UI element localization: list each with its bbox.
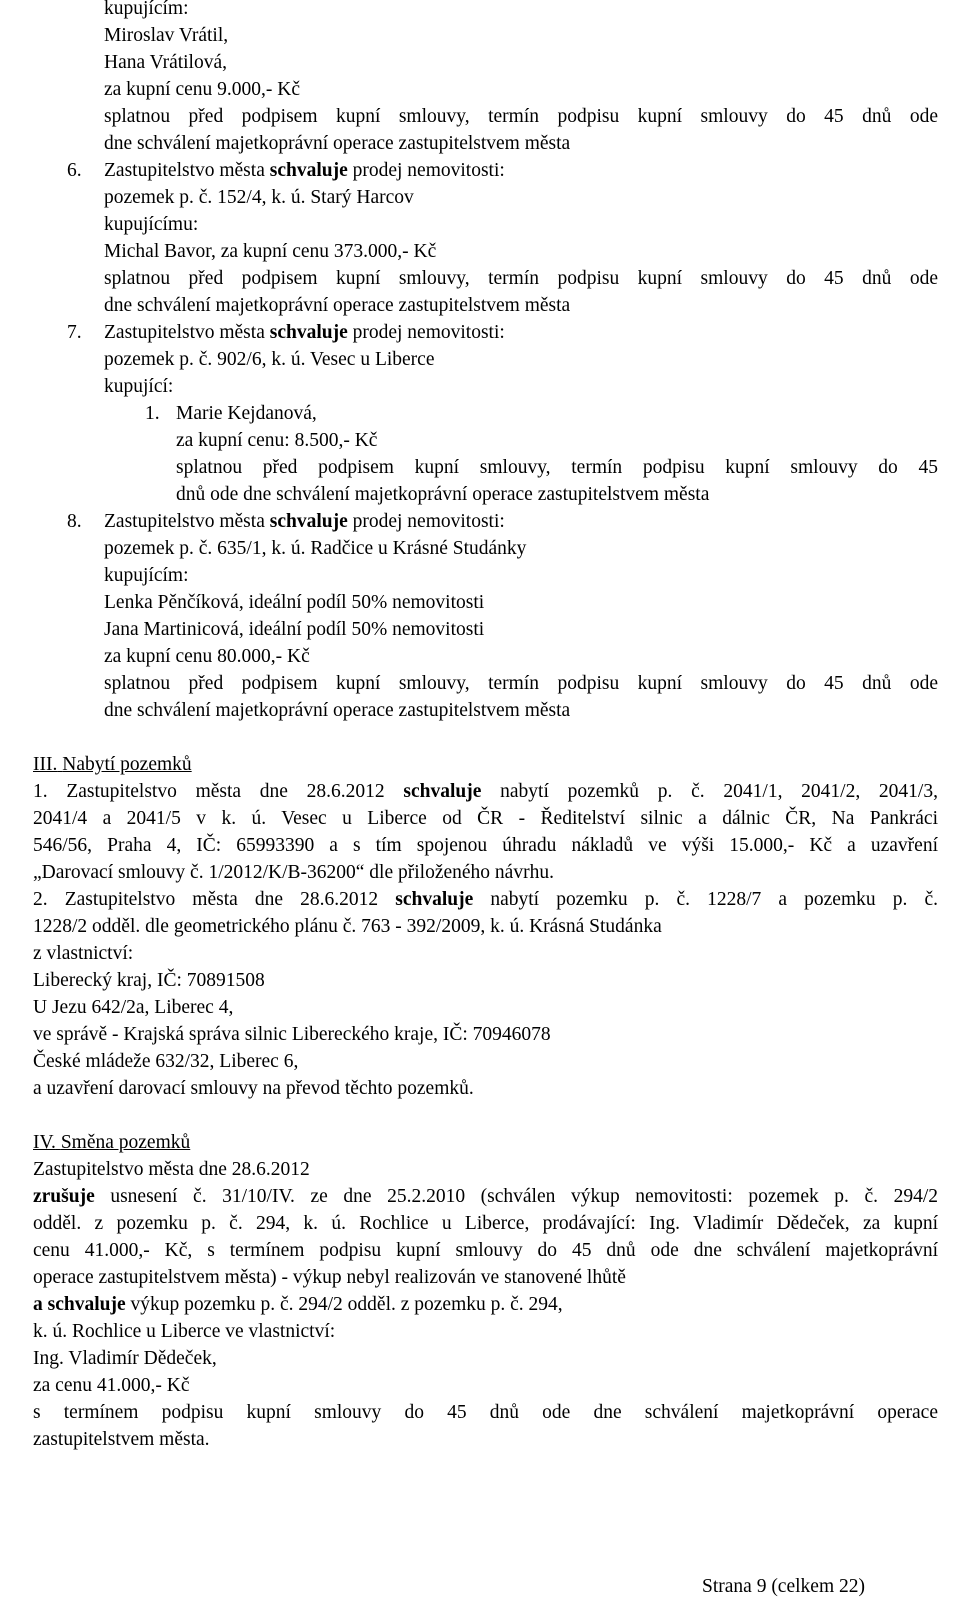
text-line: a uzavření darovací smlouvy na převod těchto pozemků. bbox=[33, 1078, 474, 1099]
text-line: dne schválení majetkoprávní operace zastupitelstvem města bbox=[104, 295, 571, 316]
text-line: „Darovací smlouvy č. 1/2012/K/B-36200“ dle přiloženého návrhu. bbox=[33, 862, 554, 883]
text-line: pozemek p. č. 902/6, k. ú. Vesec u Liberce bbox=[104, 349, 435, 370]
text-line: Lenka Pěnčíková, ideální podíl 50% nemovitosti bbox=[104, 592, 485, 613]
text-line: kupujícím: bbox=[104, 0, 189, 19]
text-line: splatnou před podpisem kupní smlouvy, termín podpisu kupní smlouvy do 45 dnů ode bbox=[104, 106, 938, 127]
text-line: splatnou před podpisem kupní smlouvy, termín podpisu kupní smlouvy do 45 dnů ode bbox=[104, 268, 938, 289]
text-line: 2. Zastupitelstvo města dne 28.6.2012 schvaluje nabytí pozemku p. č. 1228/7 a pozemku p. č. bbox=[33, 889, 938, 910]
page-number-footer: Strana 9 (celkem 22) bbox=[702, 1576, 865, 1597]
item-heading: Zastupitelstvo města schvaluje prodej nemovitosti: bbox=[104, 322, 505, 343]
text-line: Jana Martinicová, ideální podíl 50% nemovitosti bbox=[104, 619, 485, 640]
item-heading: Zastupitelstvo města schvaluje prodej nemovitosti: bbox=[104, 160, 505, 181]
text-line: splatnou před podpisem kupní smlouvy, termín podpisu kupní smlouvy do 45 dnů ode bbox=[104, 673, 938, 694]
text-line: odděl. z pozemku p. č. 294, k. ú. Rochlice u Liberce, prodávající: Ing. Vladimír Dědeček, za kupní bbox=[33, 1213, 938, 1234]
text-line: operace zastupitelstvem města) - výkup nebyl realizován ve stanovené lhůtě bbox=[33, 1267, 626, 1288]
text-line: kupující: bbox=[104, 376, 174, 397]
text-line: Hana Vrátilová, bbox=[104, 52, 228, 73]
text-line: Marie Kejdanová, bbox=[176, 403, 317, 424]
text-line: za kupní cenu: 8.500,- Kč bbox=[176, 430, 378, 451]
text-line: splatnou před podpisem kupní smlouvy, termín podpisu kupní smlouvy do 45 bbox=[176, 457, 938, 478]
text-line: Miroslav Vrátil, bbox=[104, 25, 229, 46]
text-line: 1. Zastupitelstvo města dne 28.6.2012 schvaluje nabytí pozemků p. č. 2041/1, 2041/2, 2041/3, bbox=[33, 781, 938, 802]
text-line: dne schválení majetkoprávní operace zastupitelstvem města bbox=[104, 700, 571, 721]
text-line: zastupitelstvem města. bbox=[33, 1429, 210, 1450]
text-line: České mládeže 632/32, Liberec 6, bbox=[33, 1051, 299, 1072]
text-line: kupujícím: bbox=[104, 565, 189, 586]
text-line: ve správě - Krajská správa silnic Libereckého kraje, IČ: 70946078 bbox=[33, 1024, 551, 1045]
item-heading: Zastupitelstvo města schvaluje prodej nemovitosti: bbox=[104, 511, 505, 532]
text-line: Ing. Vladimír Dědeček, bbox=[33, 1348, 217, 1369]
text-line: za kupní cenu 80.000,- Kč bbox=[104, 646, 310, 667]
section-heading-iii: III. Nabytí pozemků bbox=[33, 754, 192, 775]
text-line: kupujícímu: bbox=[104, 214, 199, 235]
text-line: z vlastnictví: bbox=[33, 943, 134, 964]
item-number: 6. bbox=[67, 160, 82, 181]
text-line: Michal Bavor, za kupní cenu 373.000,- Kč bbox=[104, 241, 437, 262]
text-line: s termínem podpisu kupní smlouvy do 45 dnů ode dne schválení majetkoprávní operace bbox=[33, 1402, 938, 1423]
text-line: zrušuje usnesení č. 31/10/IV. ze dne 25.2.2010 (schválen výkup nemovitosti: pozemek p. č. 294/2 bbox=[33, 1186, 938, 1207]
text-line: pozemek p. č. 635/1, k. ú. Radčice u Krásné Studánky bbox=[104, 538, 527, 559]
text-line: 1228/2 odděl. dle geometrického plánu č. 763 - 392/2009, k. ú. Krásná Studánka bbox=[33, 916, 662, 937]
text-line: a schvaluje výkup pozemku p. č. 294/2 odděl. z pozemku p. č. 294, bbox=[33, 1294, 563, 1315]
text-line: za cenu 41.000,- Kč bbox=[33, 1375, 190, 1396]
text-line: dnů ode dne schválení majetkoprávní operace zastupitelstvem města bbox=[176, 484, 710, 505]
item-number: 8. bbox=[67, 511, 82, 532]
item-number: 7. bbox=[67, 322, 82, 343]
text-line: Liberecký kraj, IČ: 70891508 bbox=[33, 970, 265, 991]
text-line: dne schválení majetkoprávní operace zastupitelstvem města bbox=[104, 133, 571, 154]
sub-item-number: 1. bbox=[145, 403, 160, 424]
text-line: za kupní cenu 9.000,- Kč bbox=[104, 79, 301, 100]
text-line: Zastupitelstvo města dne 28.6.2012 bbox=[33, 1159, 310, 1180]
text-line: 546/56, Praha 4, IČ: 65993390 a s tím spojenou úhradu nákladů ve výši 15.000,- Kč a uzavření bbox=[33, 835, 938, 856]
text-line: 2041/4 a 2041/5 v k. ú. Vesec u Liberce od ČR - Ředitelství silnic a dálnic ČR, Na Pankráci bbox=[33, 808, 938, 829]
text-line: cenu 41.000,- Kč, s termínem podpisu kupní smlouvy do 45 dnů ode dne schválení majetkoprávní bbox=[33, 1240, 938, 1261]
section-heading-iv: IV. Směna pozemků bbox=[33, 1132, 191, 1153]
text-line: pozemek p. č. 152/4, k. ú. Starý Harcov bbox=[104, 187, 414, 208]
text-line: U Jezu 642/2a, Liberec 4, bbox=[33, 997, 234, 1018]
text-line: k. ú. Rochlice u Liberce ve vlastnictví: bbox=[33, 1321, 336, 1342]
